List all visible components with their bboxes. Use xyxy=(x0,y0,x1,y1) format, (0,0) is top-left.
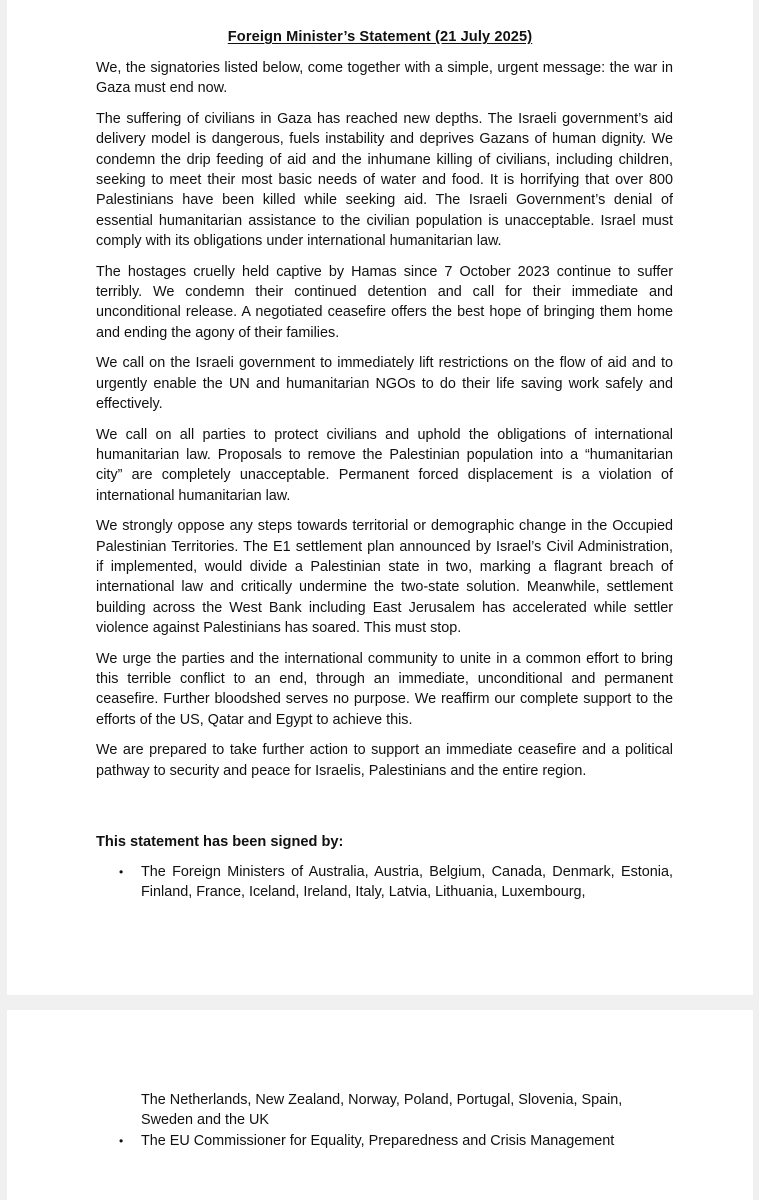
paragraph: We, the signatories listed below, come together with a simple, urgent message: the war in Gaza must end now. xyxy=(96,60,673,97)
paragraph: We are prepared to take further action to support an immediate ceasefire and a political pathway to security and peace for Israelis, Palestinians and the entire region. xyxy=(96,742,673,779)
bullet-icon: • xyxy=(119,865,124,879)
signatories-heading: This statement has been signed by: xyxy=(96,834,344,850)
signatory-eu-commissioner: The EU Commissioner for Equality, Preparedness and Crisis Management xyxy=(141,1132,615,1149)
statement-title: Foreign Minister’s Statement (21 July 2025) xyxy=(227,29,533,45)
signatories-list xyxy=(96,862,673,903)
paragraph: The suffering of civilians in Gaza has reached new depths. The Israeli government’s aid delivery model is dangerous, fuels instability and deprives Gazans of human dignity. We condemn the drip feeding of aid and the inhumane killing of civilians, including children, seeking to meet their most basic needs of water and food. It is horrifying that over 800 Palestinians have been killed while seeking aid. The Israeli Government’s denial of essential humanitarian assistance to the civilian population is unacceptable. Israel must comply with its obligations under international humanitarian law. xyxy=(96,110,673,250)
bullet-icon: • xyxy=(119,1133,124,1148)
signatory-foreign-ministers: The Foreign Ministers of Australia, Austria, Belgium, Canada, Denmark, Estonia, Finland, France, Iceland, Ireland, Italy, Latvia, Lithuania, Luxembourg, xyxy=(141,864,673,901)
list-item xyxy=(96,1131,673,1151)
document-page-2 xyxy=(7,1010,753,1200)
list-item xyxy=(96,862,673,903)
signatories-list-continued xyxy=(96,1090,673,1151)
paragraph: We call on the Israeli government to immediately lift restrictions on the flow of aid and to urgently enable the UN and humanitarian NGOs to do their life saving work safely and effectively. xyxy=(96,355,673,413)
paragraph: We strongly oppose any steps towards territorial or demographic change in the Occupied Palestinian Territories. The E1 settlement plan announced by Israel’s Civil Administration, if implemented, would divide a Palestinian state in two, marking a flagrant breach of international law and critically undermine the two-state solution. Meanwhile, settlement building across the West Bank including East Jerusalem has accelerated while settler violence against Palestinians has soared. This must stop. xyxy=(96,518,673,637)
paragraph: We call on all parties to protect civilians and uphold the obligations of international humanitarian law. Proposals to remove the Palestinian population into a “humanitarian city” are completely unacceptable. Permanent forced displacement is a violation of international humanitarian law. xyxy=(96,426,673,504)
list-item-continued: The Netherlands, New Zealand, Norway, Poland, Portugal, Slovenia, Spain, Sweden and the UK xyxy=(141,1092,623,1129)
statement-body xyxy=(96,58,673,791)
document-page-1 xyxy=(7,0,753,995)
paragraph: The hostages cruelly held captive by Hamas since 7 October 2023 continue to suffer terribly. We condemn their continued detention and call for their immediate and unconditional release. A negotiated ceasefire offers the best hope of bringing them home and ending the agony of their families. xyxy=(96,263,673,341)
paragraph: We urge the parties and the international community to unite in a common effort to bring this terrible conflict to an end, through an immediate, unconditional and permanent ceasefire. Further bloodshed serves no purpose. We reaffirm our complete support to the efforts of the US, Qatar and Egypt to achieve this. xyxy=(96,650,673,728)
